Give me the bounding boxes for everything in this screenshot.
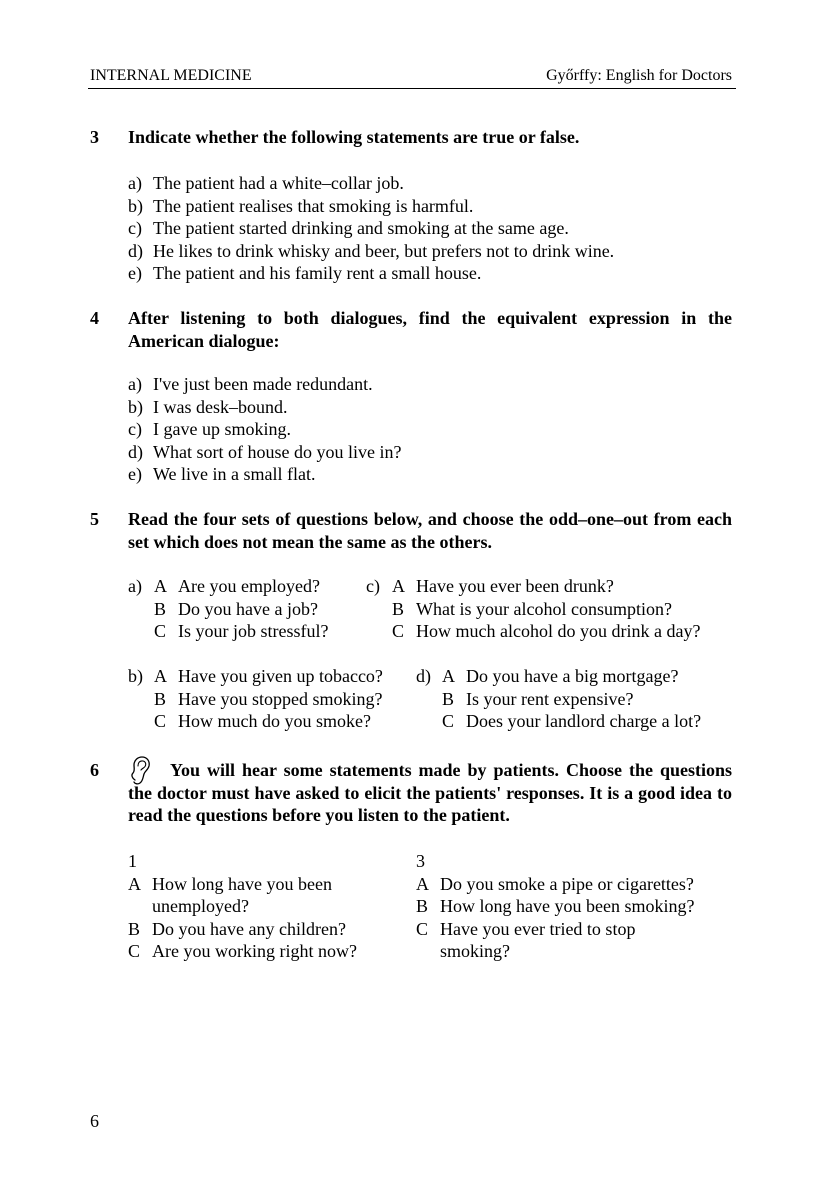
exercise-4-number: 4 xyxy=(90,308,99,328)
running-header xyxy=(88,64,736,89)
list-item: b) I was desk–bound. xyxy=(128,396,288,417)
list-item: e) We live in a small flat. xyxy=(128,464,316,484)
response-group-1: 1 A How long have you been unemployed? B Do you have any children? C Are you working right now? xyxy=(128,851,357,961)
question-set-d: d) A Do you have a big mortgage? B Is your rent expensive? C Does your landlord charge a lot? xyxy=(416,666,702,731)
group-number: 3 xyxy=(416,851,425,871)
question-set-c: c) A Have you ever been drunk? B What is your alcohol consumption? C How much alcohol do you drink a day? xyxy=(366,576,701,641)
list-item: a) I've just been made redundant. xyxy=(128,374,373,394)
exercise-6-number: 6 xyxy=(90,760,99,780)
exercise-3-instruction: Indicate whether the following statements are true or false. xyxy=(128,127,580,147)
group-number: 1 xyxy=(128,851,137,871)
list-item: d) He likes to drink whisky and beer, but prefers not to drink wine. xyxy=(128,240,615,261)
response-group-3: 3 A Do you smoke a pipe or cigarettes? B How long have you been smoking? C Have you ever tried to stop smoking? xyxy=(416,851,695,961)
list-item: c) I gave up smoking. xyxy=(128,419,291,439)
exercise-5-instruction: Read the four sets of questions below, and choose the odd–one–out from each set which does not mean the same as the others. xyxy=(128,509,732,552)
list-item: d) What sort of house do you live in? xyxy=(128,441,402,462)
exercise-6-instruction: You will hear some statements made by patients. Choose the questions the doctor must have asked to elicit the patients' responses. It is a good idea to read the questions before you listen to the patient. xyxy=(128,760,732,825)
exercise-5-number: 5 xyxy=(90,509,99,529)
list-item: a) The patient had a white–collar job. xyxy=(128,173,404,193)
list-item: c) The patient started drinking and smoking at the same age. xyxy=(128,218,569,238)
exercise-3-number: 3 xyxy=(90,127,99,147)
exercise-4-list xyxy=(128,373,401,486)
question-set-b: b) A Have you given up tobacco? B Have you stopped smoking? C How much do you smoke? xyxy=(128,666,383,731)
page-number: 6 xyxy=(90,1111,99,1131)
header-book-title: Győrffy: English for Doctors xyxy=(546,67,732,84)
list-item: e) The patient and his family rent a small house. xyxy=(128,263,482,283)
question-set-a: a) A Are you employed? B Do you have a job? C Is your job stressful? xyxy=(128,576,329,641)
header-section-title: INTERNAL MEDICINE xyxy=(90,67,252,84)
exercise-3-list xyxy=(128,172,614,285)
list-item: b) The patient realises that smoking is harmful. xyxy=(128,195,474,216)
exercise-4-instruction: After listening to both dialogues, find the equivalent expression in the American dialogue: xyxy=(128,308,732,351)
